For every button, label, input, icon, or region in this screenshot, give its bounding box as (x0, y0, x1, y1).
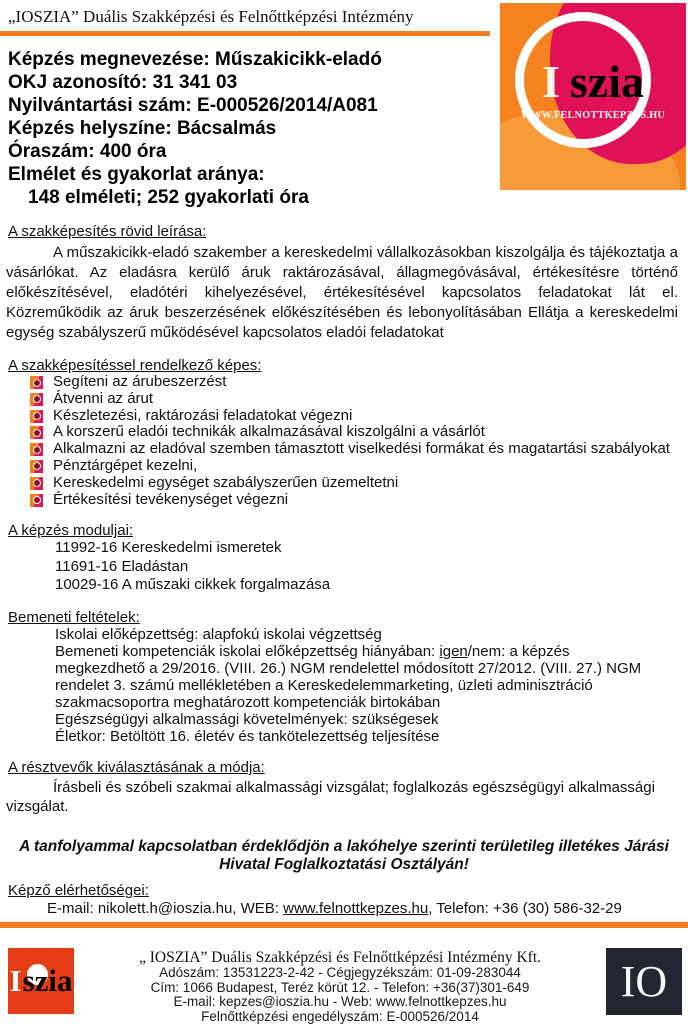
module-item: 10029-16 A műszaki cikkek forgalmazása (55, 576, 331, 594)
ratio-label-line: Elmélet és gyakorlat aránya: (8, 164, 265, 185)
ioszia-bullet-icon (30, 376, 43, 389)
entry-competency-line (55, 643, 646, 711)
footer-row (0, 928, 688, 1024)
section-competencies (0, 357, 688, 508)
selection-paragraph: Írásbeli és szóbeli szakmai alkalmassági vizsgálat; foglalkozás egészségügyi alkalmassági vizsgálat. (6, 778, 655, 815)
location-line: Képzés helyszíne: Bácsalmás (8, 118, 277, 139)
footer-email-web-line: E-mail: kepzes@ioszia.hu - Web: www.felnottkepzes.hu (173, 994, 507, 1010)
course-name-line: Képzés megnevezése: Műszakicikk-eladó (8, 49, 382, 70)
bullet-dot-icon (33, 412, 41, 420)
competency-text: Készletezési, raktározási feladatokat végezni (53, 406, 353, 424)
list-item (30, 458, 688, 475)
competency-text: Segíteni az árubeszerzést (53, 373, 227, 390)
footer-io-text: IO (620, 957, 668, 1006)
bullet-dot-icon (33, 429, 41, 437)
competency-text: Kereskedelmi egységet szabályszerűen üzemeltetni (53, 473, 399, 491)
ratio-value-line: 148 elméleti; 252 gyakorlati óra (28, 187, 309, 208)
section-selection (0, 759, 688, 816)
list-item (30, 408, 688, 425)
contact-line (0, 899, 688, 918)
bullet-dot-icon (33, 379, 41, 387)
competency-text: A korszerű eladói technikák alkalmazásával kiszolgálni a vásárlót (53, 423, 485, 441)
footer-ioszia-logo (8, 948, 74, 1014)
footer (0, 922, 688, 1024)
contact-phone-text: , Telefon: +36 (30) 586-32-29 (428, 899, 622, 917)
institution-title: „IOSZIA” Duális Szakképzési és Felnőttképzési Intézmény (8, 7, 414, 26)
course-header (8, 48, 488, 209)
ioszia-bullet-icon (30, 443, 43, 456)
ioszia-bullet-icon (30, 410, 43, 423)
module-item: 11992-16 Kereskedelmi ismeretek (55, 539, 282, 557)
entry-heading: Bemeneti feltételek: (8, 608, 140, 626)
entry-competency-pre: Bemeneti kompetenciák iskolai előképzettség hiányában: (55, 642, 440, 660)
bullet-dot-icon (33, 462, 41, 470)
district-office-notice: A tanfolyammal kapcsolatban érdeklődjön a lakóhelye szerinti területileg illetékes Járási Hivatal Foglalkoztatási Osztályán! (19, 837, 669, 873)
section-entry-requirements (0, 609, 688, 745)
description-heading: A szakképesítés rövid leírása: (8, 223, 207, 240)
ioszia-bullet-icon (30, 460, 43, 473)
competency-text: Értékesítési tevékenységet végezni (53, 490, 289, 508)
footer-company-name: „ IOSZIA” Duális Szakképzési és Felnőttképzési Intézmény Kft. (138, 949, 542, 966)
logo-wordmark (500, 56, 686, 107)
list-item (30, 374, 688, 391)
list-item (30, 391, 688, 408)
entry-yes-underlined: igen (439, 642, 468, 660)
contact-email-text: E-mail: nikolett.h@ioszia.hu, WEB: (47, 899, 284, 917)
competencies-heading: A szakképesítéssel rendelkező képes: (8, 357, 262, 374)
bullet-dot-icon (33, 479, 41, 487)
competency-text: Átvenni az árut (53, 389, 154, 407)
flyer-body (0, 223, 688, 918)
list-item (30, 492, 688, 509)
footer-io-logo (606, 948, 682, 1015)
bullet-dot-icon (33, 446, 41, 454)
footer-logo-letters-szia: szia (22, 963, 73, 998)
ioszia-bullet-icon (30, 393, 43, 406)
list-item (30, 475, 688, 492)
modules-heading: A képzés moduljai: (8, 522, 134, 540)
footer-license-line: Felnőttképzési engedélyszám: E-000526/2014 (201, 1008, 479, 1024)
okj-id-line: OKJ azonosító: 31 341 03 (8, 72, 238, 93)
module-item: 11691-16 Eladástan (55, 557, 189, 575)
entry-requirement-lines (0, 626, 688, 745)
masthead-divider (0, 31, 490, 36)
contact-heading: Képző elérhetőségei: (8, 881, 149, 899)
section-modules (0, 522, 688, 595)
entry-competency-post: /nem: a képzés megkezdhető a 29/2016. (VIII. 26.) NGM rendelettel módosított 27/2012. (VIII. 27.) NGM rendelet 3. számú mellékletében a Kereskedelemmarketing, üzleti adminisztráció szakmacsoportra meghatározott kompetenciák birtokában (55, 642, 642, 711)
logo-letter-i: I (541, 56, 560, 107)
bullet-dot-icon (33, 395, 41, 403)
selection-heading: A résztvevők kiválasztásának a módja: (8, 758, 265, 776)
description-paragraph: A műszakicikk-eladó szakember a kereskedelmi vállalkozásokban kiszolgálja és tájékoztatja a vásárlókat. Az eladásra kerülő áruk raktározásával, állagmegóvásával, értékesítésre történő előkészítésével, eladótéri kihelyezésével, értékesítésével kapcsolatos feladatokat lát el. Közreműködik az áruk beszerzésének előkészítésében és lebonyolításában Ellátja a kereskedelmi egység szabályszerű működésével kapcsolatos eladói feladatokat (6, 244, 678, 341)
logo-letters-szia: szia (569, 56, 644, 107)
footer-tax-line: Adószám: 13531223-2-42 - Cégjegyzékszám: 01-09-283044 (159, 965, 521, 980)
bullet-dot-icon (33, 496, 41, 504)
list-item (30, 424, 688, 441)
footer-contact-block (74, 948, 606, 1024)
ioszia-logo (500, 3, 686, 190)
module-list (0, 539, 688, 595)
registration-number-line: Nyilvántartási szám: E-000526/2014/A081 (8, 95, 378, 116)
ioszia-bullet-icon (30, 426, 43, 439)
hours-line: Óraszám: 400 óra (8, 141, 167, 162)
footer-address-line: Cím: 1066 Budapest, Teréz körút 12. - Telefon: +36(37)301-649 (150, 979, 530, 995)
competency-text: Pénztárgépet kezelni, (53, 456, 198, 474)
footer-logo-letter-i: I (9, 963, 22, 998)
entry-education-line: Iskolai előképzettség: alapfokú iskolai végzettség (55, 625, 382, 643)
section-contact (0, 882, 688, 918)
section-description (0, 223, 688, 343)
competency-text: Alkalmazni az eladóval szemben támasztott viselkedési formákat és magatartási szabályokat (53, 440, 670, 458)
entry-age-line: Életkor: Betöltött 16. életév és tankötelezettség teljesítése (55, 727, 440, 745)
list-item (30, 441, 688, 458)
contact-web-link[interactable]: www.felnottkepzes.hu (283, 899, 429, 917)
entry-health-line: Egészségügyi alkalmassági követelmények: szükségesek (55, 710, 439, 728)
logo-website-text: WWW.FELNOTTKEPZES.HU (520, 110, 666, 121)
ioszia-bullet-icon (30, 494, 43, 507)
ioszia-bullet-icon (30, 477, 43, 490)
